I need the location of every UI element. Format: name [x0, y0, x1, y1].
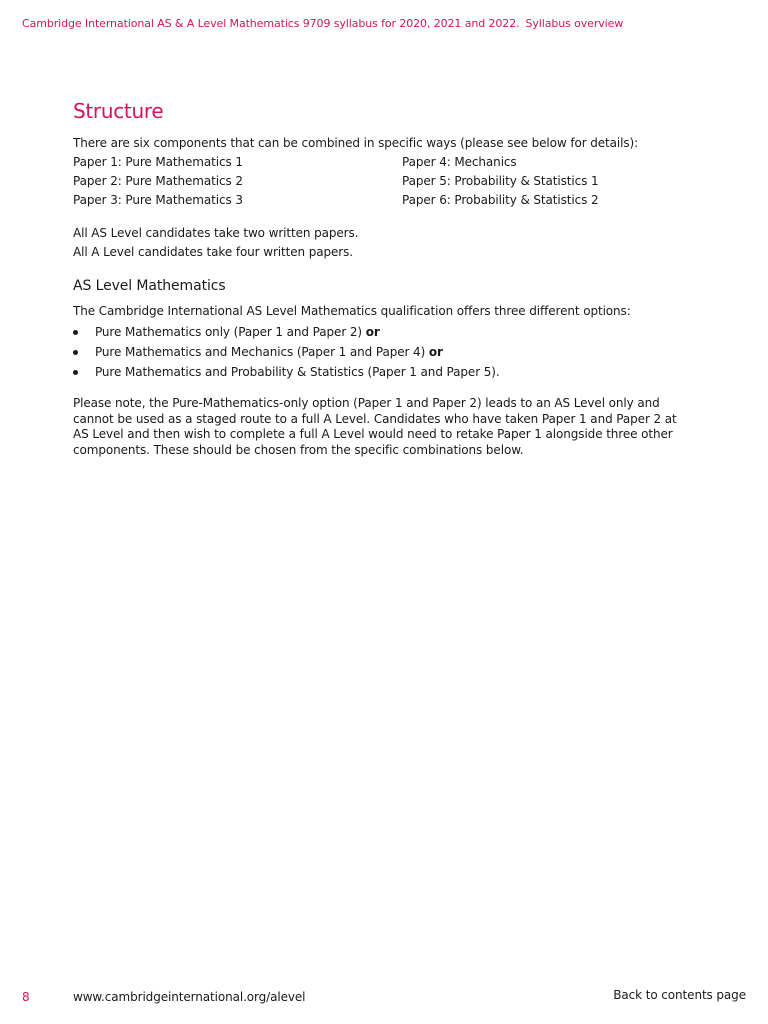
header-title: Cambridge International AS & A Level Mathematics 9709 syllabus for 2020, 2021 and 2022.: [22, 17, 520, 30]
footer-url-link[interactable]: www.cambridgeinternational.org/alevel: [73, 990, 306, 1004]
as-level-offers-text: The Cambridge International AS Level Mathematics qualification offers three different options:: [73, 304, 631, 318]
a-candidates-line: All A Level candidates take four written papers.: [73, 245, 354, 259]
paper-item: Paper 4: Mechanics: [402, 155, 517, 169]
bullet-icon: [73, 330, 78, 335]
papers-row: [73, 172, 693, 191]
bullet-icon: [73, 370, 78, 375]
bullet-icon: [73, 350, 78, 355]
papers-list: [73, 153, 693, 210]
options-list: [73, 323, 693, 382]
running-header: [22, 17, 623, 30]
header-section: Syllabus overview: [525, 17, 624, 30]
paper-item: Paper 5: Probability & Statistics 1: [402, 174, 599, 188]
papers-row: [73, 153, 693, 172]
candidate-papers-info: [73, 224, 693, 262]
option-text: Pure Mathematics and Mechanics (Paper 1 and Paper 4): [95, 345, 429, 359]
main-content: [73, 98, 693, 458]
option-text: Pure Mathematics only (Paper 1 and Paper 2): [95, 325, 366, 339]
option-text: Pure Mathematics and Probability & Statistics (Paper 1 and Paper 5).: [95, 365, 500, 379]
back-to-contents-link[interactable]: Back to contents page: [613, 988, 746, 1002]
as-candidates-line: All AS Level candidates take two written papers.: [73, 226, 359, 240]
option-connector: or: [428, 345, 443, 359]
pure-mathematics-note: Please note, the Pure-Mathematics-only option (Paper 1 and Paper 2) leads to an AS Level only and cannot be used as a staged route to a full A Level. Candidates who have taken Paper 1 and Paper 2 at AS Level and then wish to complete a full A Level would need to retake Paper 1 alongside three other components. These should be chosen from the specific combinations below.: [73, 396, 677, 457]
page-number: 8: [22, 990, 30, 1004]
option-item: [73, 343, 693, 362]
option-connector: or: [365, 325, 380, 339]
papers-row: [73, 191, 693, 210]
option-item: [73, 363, 693, 382]
paper-item: Paper 1: Pure Mathematics 1: [73, 155, 243, 169]
paper-item: Paper 6: Probability & Statistics 2: [402, 193, 599, 207]
paper-item: Paper 3: Pure Mathematics 3: [73, 193, 243, 207]
paper-item: Paper 2: Pure Mathematics 2: [73, 174, 243, 188]
option-item: [73, 323, 693, 342]
section-heading-structure: Structure: [73, 99, 164, 123]
subheading-as-level-mathematics: AS Level Mathematics: [73, 278, 226, 294]
structure-intro: There are six components that can be combined in specific ways (please see below for details):: [73, 136, 639, 150]
